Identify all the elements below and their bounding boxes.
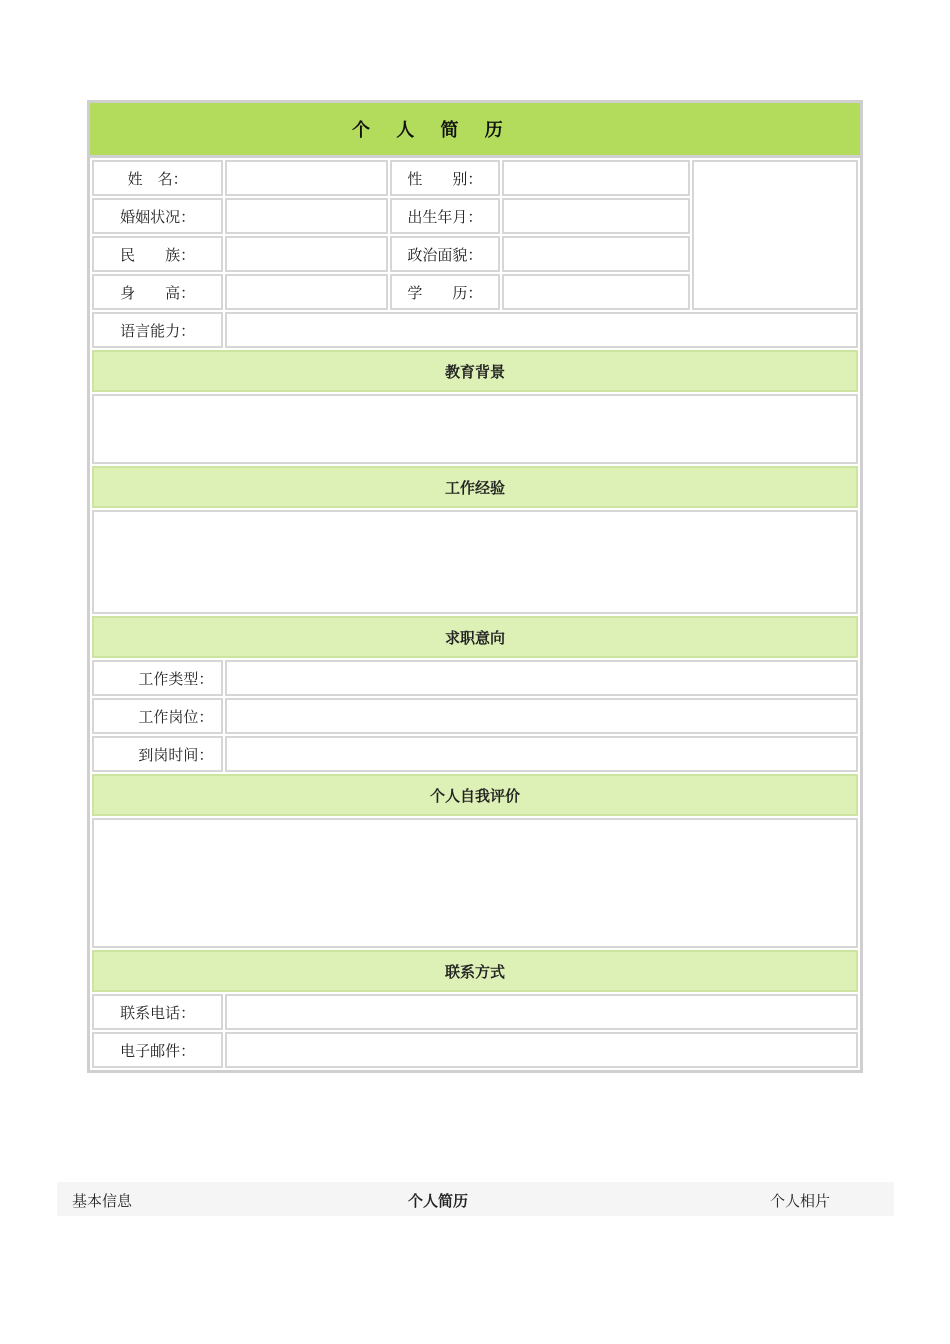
resume-form (87, 100, 863, 1073)
resume-title: 个 人 简 历 (352, 120, 513, 141)
email-field[interactable] (225, 1032, 858, 1068)
ethnicity-label: 民 族： (92, 236, 223, 272)
self-eval-content[interactable] (92, 818, 858, 948)
ethnicity-field[interactable] (225, 236, 387, 272)
height-label: 身 高： (92, 274, 223, 310)
political-label: 政治面貌： (390, 236, 500, 272)
marital-field[interactable] (225, 198, 387, 234)
start-time-label: 到岗时间： (92, 736, 223, 772)
height-field[interactable] (225, 274, 387, 310)
marital-label: 婚姻状况： (92, 198, 223, 234)
email-label: 电子邮件： (92, 1032, 223, 1068)
education-content[interactable] (92, 394, 858, 464)
name-field[interactable] (225, 160, 387, 196)
phone-label: 联系电话： (92, 994, 223, 1030)
education-field[interactable] (502, 274, 689, 310)
birth-field[interactable] (502, 198, 689, 234)
resume-table (90, 158, 860, 1070)
language-field[interactable] (225, 312, 858, 348)
start-time-field[interactable] (225, 736, 858, 772)
gender-label: 性 别： (390, 160, 500, 196)
name-label: 姓 名： (92, 160, 223, 196)
section-work: 工作经验 (92, 466, 858, 508)
section-education: 教育背景 (92, 350, 858, 392)
birth-label: 出生年月： (390, 198, 500, 234)
section-contact: 联系方式 (92, 950, 858, 992)
footer-resume: 个人简历 (408, 1192, 469, 1210)
job-type-label: 工作类型： (92, 660, 223, 696)
job-position-field[interactable] (225, 698, 858, 734)
political-field[interactable] (502, 236, 689, 272)
phone-field[interactable] (225, 994, 858, 1030)
gender-field[interactable] (502, 160, 689, 196)
section-self-eval: 个人自我评价 (92, 774, 858, 816)
footer-photo: 个人相片 (770, 1192, 831, 1210)
work-content[interactable] (92, 510, 858, 614)
photo-box[interactable] (692, 160, 858, 310)
job-position-label: 工作岗位： (92, 698, 223, 734)
section-job-intent: 求职意向 (92, 616, 858, 658)
footer-basic-info: 基本信息 (72, 1192, 133, 1210)
language-label: 语言能力： (92, 312, 223, 348)
education-label: 学 历： (390, 274, 500, 310)
footer-bar (57, 1182, 894, 1216)
resume-title-bar (90, 103, 860, 158)
job-type-field[interactable] (225, 660, 858, 696)
